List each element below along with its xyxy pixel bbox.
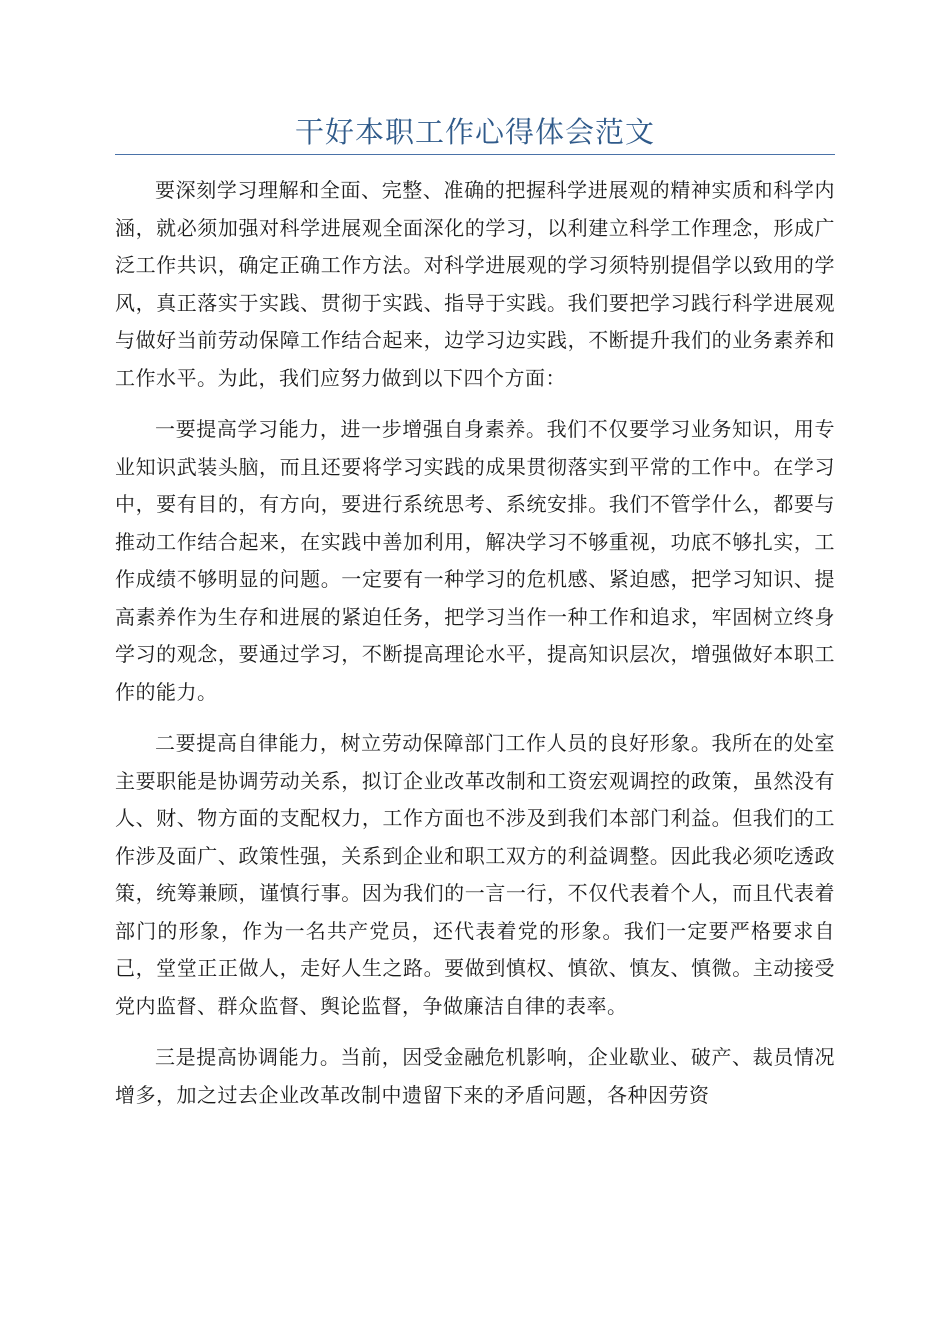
title-underline-rule [115, 154, 835, 155]
paragraph-study-ability: 一要提高学习能力，进一步增强自身素养。我们不仅要学习业务知识，用专业知识武装头脑，而且还要将学习实践的成果贯彻落实到平常的工作中。在学习中，要有目的，有方向，要进行系统思考、系统安排。我们不管学什么，都要与推动工作结合起来，在实践中善加利用，解决学习不够重视，功底不够扎实，工作成绩不够明显的问题。一定要有一种学习的危机感、紧迫感，把学习知识、提高素养作为生存和进展的紧迫任务，把学习当作一种工作和追求，牢固树立终身学习的观念，要通过学习，不断提高理论水平，提高知识层次，增强做好本职工作的能力。 [115, 417, 835, 704]
document-body [115, 172, 835, 1128]
paragraph-coordination: 三是提高协调能力。当前，因受金融危机影响，企业歇业、破产、裁员情况增多，加之过去企业改革改制中遗留下来的矛盾问题，各种因劳资 [115, 1045, 835, 1107]
document-title: 干好本职工作心得体会范文 [294, 115, 655, 149]
paragraph-intro: 要深刻学习理解和全面、完整、准确的把握科学进展观的精神实质和科学内涵，就必须加强对科学进展观全面深化的学习，以利建立科学工作理念，形成广泛工作共识，确定正确工作方法。对科学进展观的学习须特别提倡学以致用的学风，真正落实于实践、贯彻于实践、指导于实践。我们要把学习践行科学进展观与做好当前劳动保障工作结合起来，边学习边实践，不断提升我们的业务素养和工作水平。为此，我们应努力做到以下四个方面： [115, 178, 835, 390]
paragraph-self-discipline: 二要提高自律能力，树立劳动保障部门工作人员的良好形象。我所在的处室主要职能是协调劳动关系，拟订企业改革改制和工资宏观调控的政策，虽然没有人、财、物方面的支配权力，工作方面也不涉及到我们本部门利益。但我们的工作涉及面广、政策性强，关系到企业和职工双方的利益调整。因此我必须吃透政策，统筹兼顾，谨慎行事。因为我们的一言一行，不仅代表着个人，而且代表着部门的形象，作为一名共产党员，还代表着党的形象。我们一定要严格要求自己，堂堂正正做人，走好人生之路。要做到慎权、慎欲、慎友、慎微。主动接受党内监督、群众监督、舆论监督，争做廉洁自律的表率。 [115, 731, 835, 1018]
